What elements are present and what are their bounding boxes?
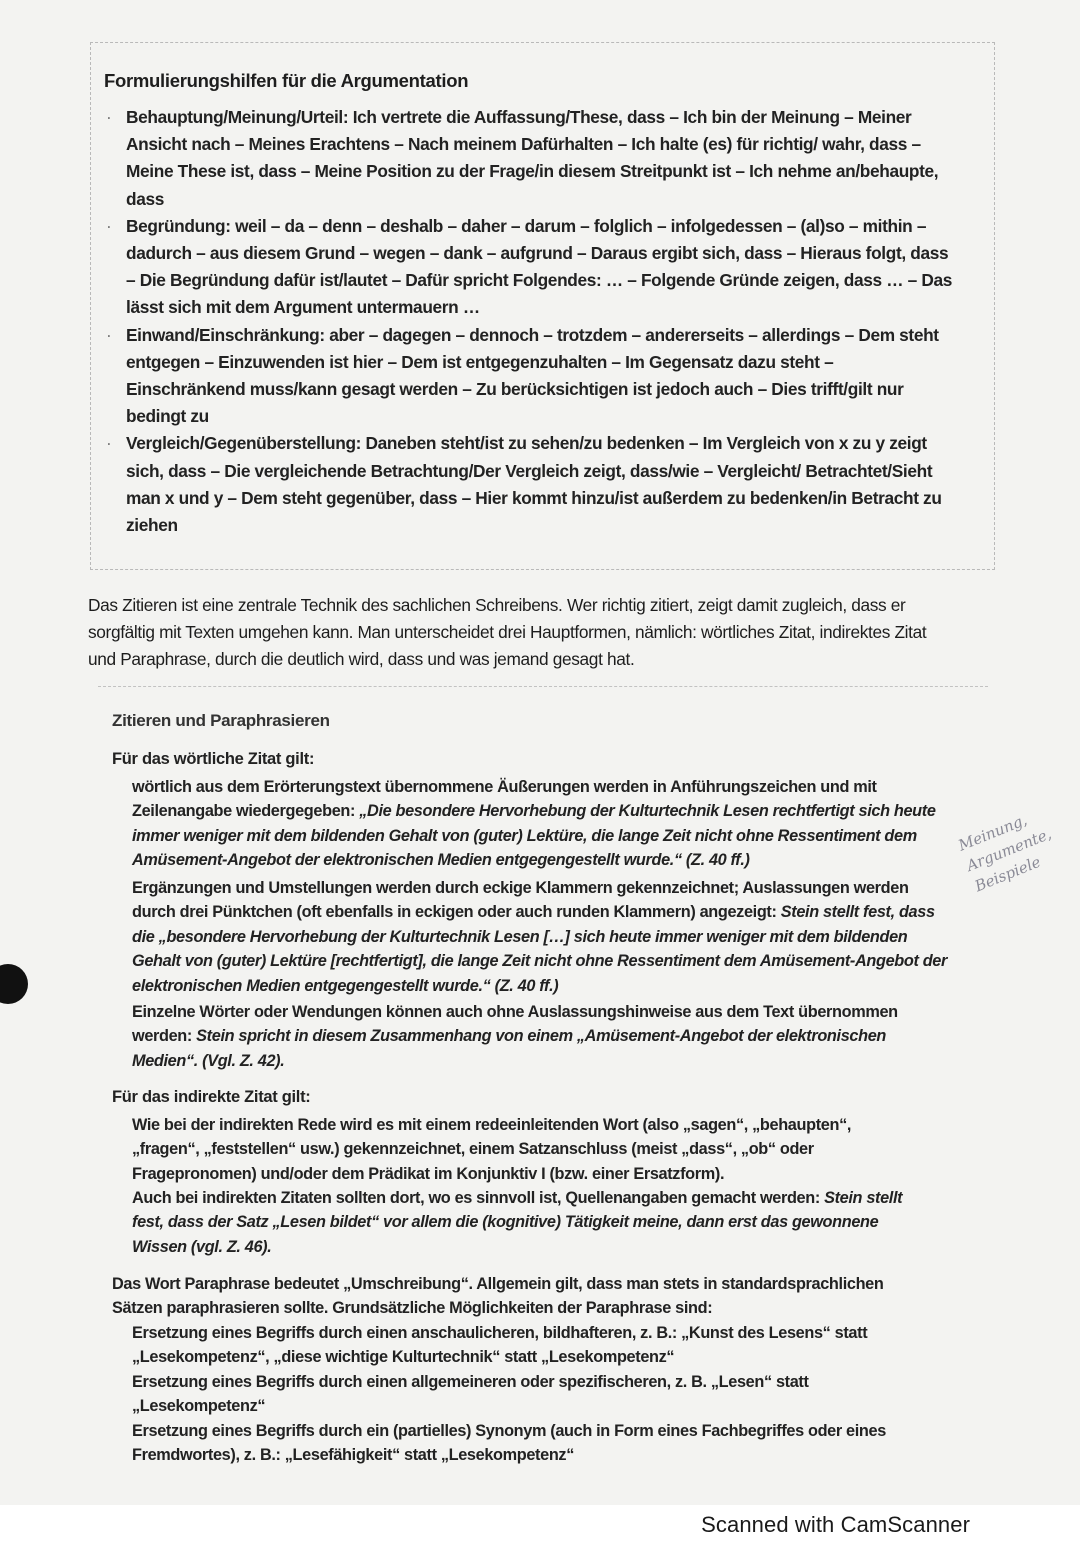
woertlich-rule-3: Einzelne Wörter oder Wendungen können auch ohne Auslassungshinweise aus dem Text übernommen werden: Stein spricht in diesem Zusammenhang von einem „Amüsement-Angebot der elektronischen Medien“. (Vgl. Z. 42). — [132, 1003, 898, 1070]
paraphrase-item-1: Ersetzung eines Begriffs durch einen anschaulicheren, bildhafteren, z. B.: „Kunst des Lesens“ statt „Lesekompetenz“, „diese wichtige Kulturtechnik“ statt „Lesekompetenz“ — [132, 1324, 868, 1367]
punch-hole — [0, 964, 28, 1004]
zitieren-title: Zitieren und Paraphrasieren — [112, 711, 330, 730]
indirekt-heading: Für das indirekte Zitat gilt: — [112, 1088, 311, 1106]
intro-paragraph: Das Zitieren ist eine zentrale Technik des sachlichen Schreibens. Wer richtig zitiert, zeigt damit zugleich, dass er sorgfältig mit Texten umgehen kann. Man unterscheidet drei Hauptformen, nämlich: wörtliches Zitat, indirektes Zitat und Paraphrase, durch die deutlich wird, dass und was jemand gesagt hat. — [88, 595, 927, 669]
paraphrase-intro: Das Wort Paraphrase bedeutet „Umschreibung“. Allgemein gilt, dass man stets in standardsprachlichen Sätzen paraphrasieren sollte. Grundsätzliche Möglichkeiten der Paraphrase sind: — [112, 1275, 884, 1318]
argumentation-list — [106, 104, 956, 539]
indirekt-rule-1: Wie bei der indirekten Rede wird es mit einem redeeinleitenden Wort (also „sagen“, „behaupten“, „fragen“, „feststellen“ usw.) gekennzeichnet, einem Satzanschluss (meist „dass“, „ob“ oder Fragepronomen) und/oder dem Prädikat im Konjunktiv I (bzw. einer Ersatzform). — [132, 1116, 852, 1183]
woertlich-rule-1: wörtlich aus dem Erörterungstext übernommene Äußerungen werden in Anführungszeichen und mit Zeilenangabe wiedergegeben: „Die besondere Hervorhebung der Kulturtechnik Lesen rechtfertigt sich heute immer weniger mit dem bildenden Gehalt von (guter) Lektüre, die lange Zeit nicht ohne Ressentiment dem Amüsement-Angebot der elektronischen Medien entgegengestellt wurde.“ (Z. 40 ff.) — [132, 778, 936, 870]
paraphrase-item-3: Ersetzung eines Begriffs durch ein (partielles) Synonym (auch in Form eines Fachbegriffes oder eines Fremdwortes), z. B.: „Lesefähigkeit“ statt „Lesekompetenz“ — [132, 1422, 886, 1465]
scanner-watermark: Scanned with CamScanner — [701, 1512, 970, 1537]
bullet-icon: · — [106, 433, 112, 454]
list-item: · Begründung: weil – da – denn – deshalb – daher – darum – folglich – infolgedessen – (al)so – mithin – dadurch – aus diesem Grund – wegen – dank – aufgrund – Daraus ergibt sich, dass – Hieraus folgt, dass – Die Begründung dafür ist/lautet – Dafür spricht Folgendes: … – Folgende Gründe zeigen, dass … – Das lässt sich mit dem Argument untermauern … — [126, 213, 956, 322]
list-item: · Vergleich/Gegenüberstellung: Daneben steht/ist zu sehen/zu bedenken – Im Vergleich von x zu y zeigt sich, dass – Die vergleichende Betrachtung/Der Vergleich zeigt, dass/wie – Vergleicht/ Betrachtet/Sieht man x und y – Dem steht gegenüber, dass – Hier kommt hinzu/ist außerdem zu bedenken/in Betracht zu ziehen — [126, 430, 956, 539]
list-item: · Behauptung/Meinung/Urteil: Ich vertrete die Auffassung/These, dass – Ich bin der Meinung – Meiner Ansicht nach – Meines Erachtens – Nach meinem Dafürhalten – Ich halte (es) für richtig/ wahr, dass – Meine These ist, dass – Meine Position zu der Frage/in diesem Streitpunkt ist – Ich nehme an/behaupte, dass — [126, 104, 956, 213]
paraphrase-item-2: Ersetzung eines Begriffs durch einen allgemeineren oder spezifischeren, z. B. „Lesen“ statt „Lesekompetenz“ — [132, 1373, 809, 1416]
indirekt-rule-2: Auch bei indirekten Zitaten sollten dort, wo es sinnvoll ist, Quellenangaben gemacht werden: Stein stellt fest, dass der Satz „Lesen bildet“ vor allem die (kognitive) Tätigkeit meine, dann erst das gewonnene Wissen (vgl. Z. 46). — [132, 1189, 903, 1256]
argumentation-title: Formulierungshilfen für die Argumentation — [104, 70, 469, 91]
bullet-icon: · — [106, 215, 112, 236]
woertlich-rule-2: Ergänzungen und Umstellungen werden durch eckige Klammern gekennzeichnet; Auslassungen werden durch drei Pünktchen (oft ebenfalls in eckigen oder auch runden Klammern) angezeigt: Stein stellt fest, dass die „besondere Hervorhebung der Kulturtechnik Lesen […] sich heute immer weniger mit dem bildenden Gehalt von (guter) Lektüre [rechtfertigt], die lange Zeit nicht ohne Ressentiment dem Amüsement-Angebot der elektronischen Medien entgegengestellt wurde.“ (Z. 40 ff.) — [132, 879, 948, 995]
list-item: · Einwand/Einschränkung: aber – dagegen – dennoch – trotzdem – andererseits – allerdings – Dem steht entgegen – Einzuwenden ist hier – Dem ist entgegenzuhalten – Im Gegensatz dazu steht – Einschränkend muss/kann gesagt werden – Zu berücksichtigen ist jedoch auch – Dies trifft/gilt nur bedingt zu — [126, 322, 956, 431]
handwritten-margin-note: Meinung, Argumente, Beispiele — [955, 810, 1054, 896]
bullet-icon: · — [106, 107, 112, 127]
woertlich-heading: Für das wörtliche Zitat gilt: — [112, 750, 315, 768]
bullet-icon: · — [106, 324, 112, 345]
